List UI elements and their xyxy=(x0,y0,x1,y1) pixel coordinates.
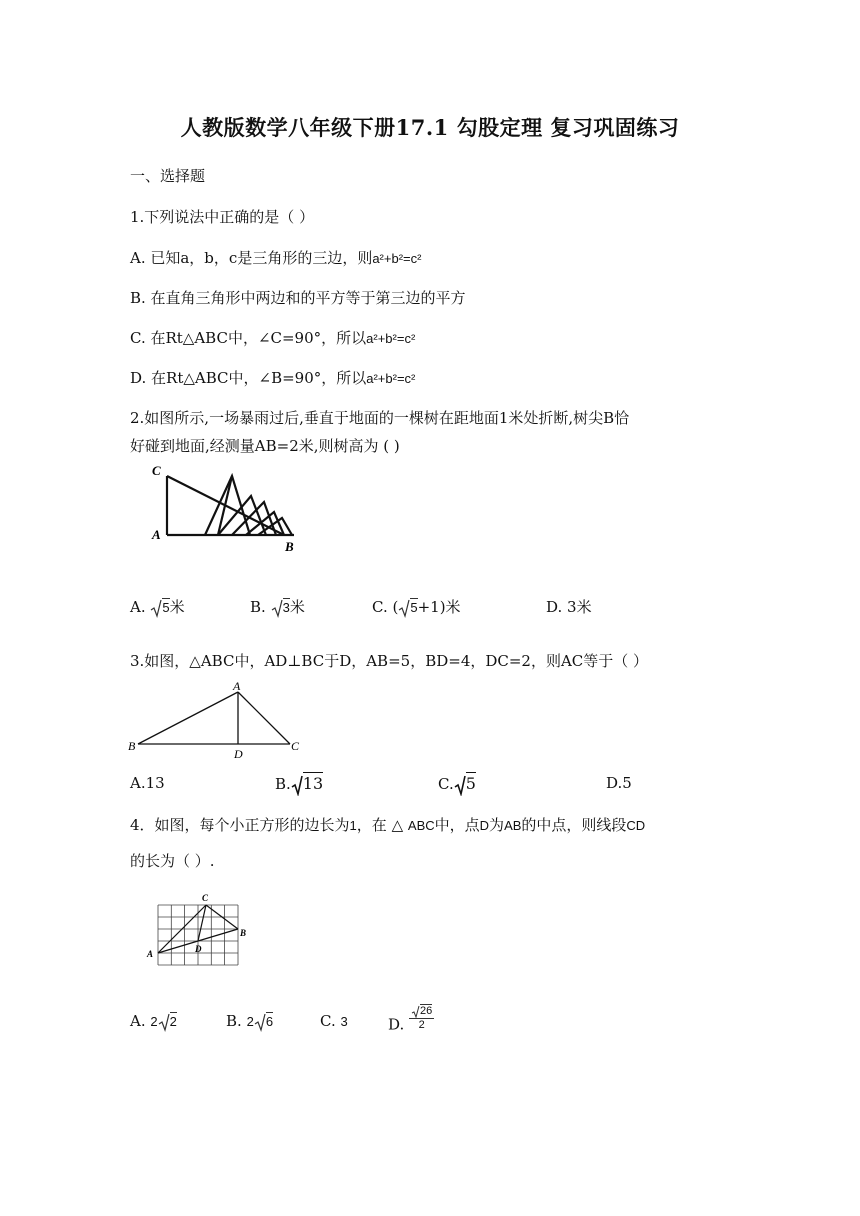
q3-label-c: C xyxy=(291,739,300,753)
q3-label-d: D xyxy=(234,747,243,761)
q1-option-c xyxy=(130,327,415,348)
q2-option-a-unit: 米 xyxy=(169,598,185,616)
sqrt-icon xyxy=(454,774,466,796)
q4-option-d xyxy=(388,1005,434,1039)
q2-option-d: D. 3米 xyxy=(546,598,592,616)
q3-option-c xyxy=(438,774,476,796)
q3-triangle-figure xyxy=(126,678,306,762)
q4-option-c-value: 3 xyxy=(340,1014,348,1029)
q2-option-b-unit: 米 xyxy=(289,598,305,616)
q2-option-a xyxy=(130,596,185,618)
q2-label-a: A xyxy=(152,527,161,542)
sqrt-icon xyxy=(411,1005,420,1018)
q4-option-c xyxy=(320,1012,348,1030)
q4-label-c: C xyxy=(202,893,209,903)
q3-stem: 3.如图，△ABC中，AD⊥BC于D，AB=5，BD=4，DC=2，则AC等于（ ） xyxy=(130,652,649,670)
q2-option-c xyxy=(372,596,461,618)
q4-option-a-label: A. xyxy=(130,1012,146,1030)
q2-label-b: B xyxy=(285,539,294,554)
q3-option-b-label: B. xyxy=(275,775,291,793)
q4-option-a-radicand: 2 xyxy=(169,1014,177,1029)
q4-label-b: B xyxy=(240,928,247,938)
q1-option-d-text: D. 在Rt△ABC中，∠B=90°，所以 xyxy=(130,369,367,387)
q4-option-d-denominator: 2 xyxy=(418,1018,425,1031)
q1-option-b: B. 在直角三角形中两边和的平方等于第三边的平方 xyxy=(130,289,466,307)
q2-label-c: C xyxy=(152,463,161,478)
q4-option-c-label: C. xyxy=(320,1012,336,1030)
q4-stem-line1 xyxy=(130,814,645,835)
section-heading: 一、选择题 xyxy=(130,167,206,185)
q4-option-b xyxy=(226,1012,273,1032)
q1-option-d-formula: a²+b²=c² xyxy=(366,371,416,386)
sqrt-icon xyxy=(291,774,303,796)
sqrt-icon xyxy=(271,598,283,618)
q3-option-d: D.5 xyxy=(606,774,632,792)
q4-option-d-numerator xyxy=(409,1004,434,1019)
q4-option-a-coef: 2 xyxy=(150,1014,158,1029)
q2-broken-tree-figure xyxy=(148,458,308,558)
q3-label-a: A xyxy=(233,679,241,693)
q1-option-c-formula: a²+b²=c² xyxy=(366,331,416,346)
sqrt-icon xyxy=(254,1012,266,1032)
q4-option-b-label: B. xyxy=(226,1012,242,1030)
q3-option-b xyxy=(275,774,323,796)
q1-option-a-formula: a²+b²=c² xyxy=(372,251,422,266)
sqrt-icon xyxy=(150,598,162,618)
q4-label-a: A xyxy=(147,949,154,959)
q4-option-d-fraction xyxy=(409,1004,434,1031)
sqrt-icon xyxy=(158,1012,170,1032)
q1-option-a-text: A. 已知a，b，c是三角形的三边，则 xyxy=(130,249,373,267)
q1-option-c-text: C. 在Rt△ABC中，∠C=90°，所以 xyxy=(130,329,367,347)
q4-option-a xyxy=(130,1012,177,1032)
q2-option-b-label: B. xyxy=(250,598,266,616)
q3-option-c-radicand: 5 xyxy=(465,774,476,793)
q1-option-a xyxy=(130,247,421,268)
q3-option-a: A.13 xyxy=(130,774,165,792)
q4-option-b-radicand: 6 xyxy=(265,1014,274,1029)
q4-stem-part-b: ，在 xyxy=(356,816,387,834)
q3-option-c-label: C. xyxy=(438,775,454,793)
q4-stem-part-e: 的中点，则线段 xyxy=(521,816,627,834)
q2-option-a-label: A. xyxy=(130,598,146,616)
q2-stem-line2: 好碰到地面,经测量AB=2米,则树高为 ( ) xyxy=(130,437,400,455)
q4-stem-triangle: △ xyxy=(391,817,404,834)
q2-option-c-label: C. ( xyxy=(372,598,399,616)
q2-option-c-tail: +1)米 xyxy=(417,598,461,616)
q4-stem-part-c: 中，点 xyxy=(434,816,480,834)
q4-stem-part-d: 为 xyxy=(489,816,505,834)
q2-option-a-radicand: 5 xyxy=(162,600,170,615)
q4-option-b-coef: 2 xyxy=(246,1014,254,1029)
q2-stem-line1: 2.如图所示,一场暴雨过后,垂直于地面的一棵树在距地面1米处折断,树尖B恰 xyxy=(130,409,630,427)
q4-stem-one: 1 xyxy=(349,818,357,833)
q3-label-b: B xyxy=(128,739,136,753)
q4-stem-d: D xyxy=(479,818,490,833)
q1-option-d xyxy=(130,367,415,388)
q4-grid-figure xyxy=(144,890,254,970)
q4-option-d-radicand: 26 xyxy=(420,1005,433,1017)
page-title: 人教版数学八年级下册17.1 勾股定理 复习巩固练习 xyxy=(180,115,680,140)
q4-stem-line2: 的长为（ ）. xyxy=(130,852,215,870)
q4-stem-cd: CD xyxy=(626,818,646,833)
q4-stem-ab: AB xyxy=(504,818,522,833)
sqrt-icon xyxy=(398,598,410,618)
q4-label-d: D xyxy=(195,944,202,954)
q1-stem: 1.下列说法中正确的是（ ） xyxy=(130,208,315,226)
q4-stem-abc: ABC xyxy=(407,818,435,833)
q2-option-b-radicand: 3 xyxy=(282,600,290,615)
q4-option-d-label: D. xyxy=(388,1015,405,1034)
q2-option-b xyxy=(250,596,305,618)
q3-option-b-radicand: 13 xyxy=(302,774,324,793)
q2-option-c-radicand: 5 xyxy=(410,600,418,615)
q4-stem-part-a: 4．如图，每个小正方形的边长为 xyxy=(130,816,350,834)
